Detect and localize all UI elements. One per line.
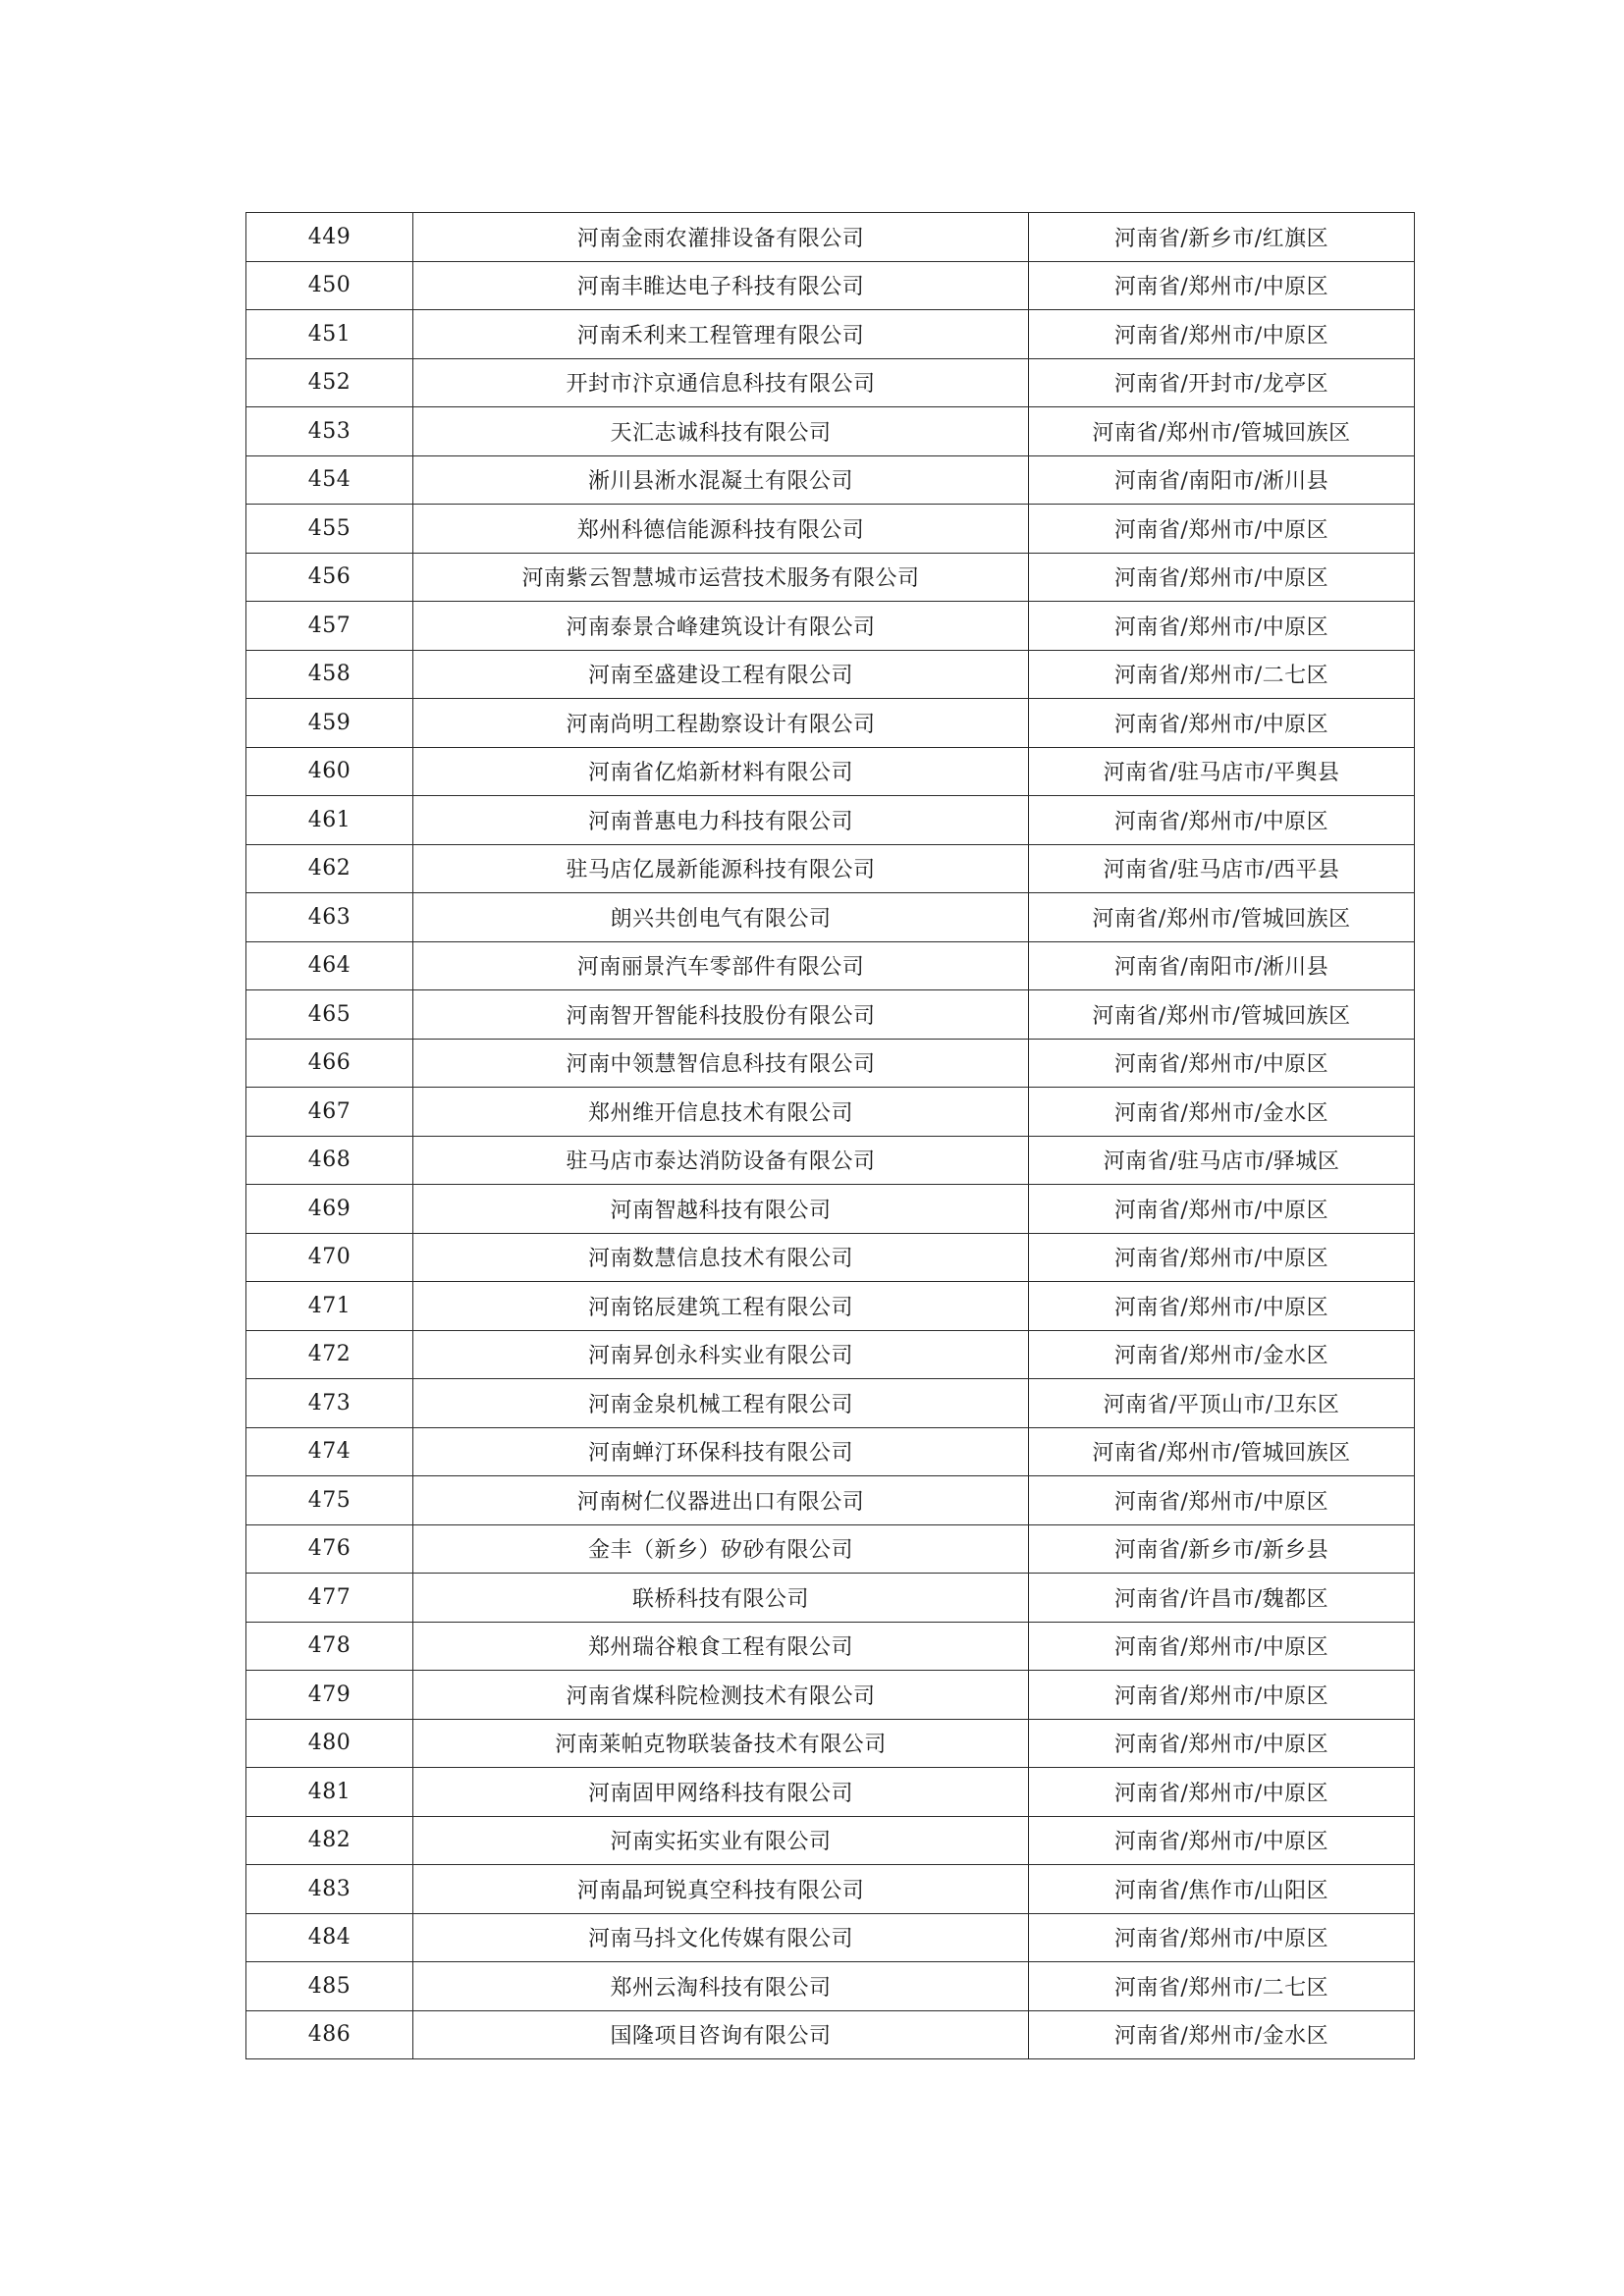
row-number: 461 xyxy=(246,796,413,845)
table-row xyxy=(246,650,1415,699)
table-row xyxy=(246,1330,1415,1379)
company-region: 河南省/郑州市/管城回族区 xyxy=(1029,893,1415,942)
table-body xyxy=(246,213,1415,2059)
table-row xyxy=(246,893,1415,942)
row-number: 478 xyxy=(246,1622,413,1671)
company-region: 河南省/郑州市/中原区 xyxy=(1029,1622,1415,1671)
table-row xyxy=(246,1768,1415,1817)
company-region: 河南省/焦作市/山阳区 xyxy=(1029,1865,1415,1914)
table-row xyxy=(246,1622,1415,1671)
row-number: 480 xyxy=(246,1719,413,1768)
row-number: 456 xyxy=(246,553,413,602)
row-number: 479 xyxy=(246,1671,413,1720)
row-number: 451 xyxy=(246,310,413,359)
table-row xyxy=(246,747,1415,796)
company-region: 河南省/郑州市/中原区 xyxy=(1029,1719,1415,1768)
company-name: 河南昇创永科实业有限公司 xyxy=(413,1330,1029,1379)
company-name: 河南马抖文化传媒有限公司 xyxy=(413,1913,1029,1962)
company-region: 河南省/郑州市/中原区 xyxy=(1029,505,1415,554)
company-name: 郑州科德信能源科技有限公司 xyxy=(413,505,1029,554)
company-name: 河南普惠电力科技有限公司 xyxy=(413,796,1029,845)
company-name: 河南晶珂锐真空科技有限公司 xyxy=(413,1865,1029,1914)
company-name: 河南省煤科院检测技术有限公司 xyxy=(413,1671,1029,1720)
company-region: 河南省/郑州市/中原区 xyxy=(1029,1816,1415,1865)
table-row xyxy=(246,602,1415,651)
table-row xyxy=(246,844,1415,893)
company-name: 朗兴共创电气有限公司 xyxy=(413,893,1029,942)
row-number: 475 xyxy=(246,1476,413,1525)
company-name: 河南智越科技有限公司 xyxy=(413,1185,1029,1234)
company-region: 河南省/郑州市/二七区 xyxy=(1029,650,1415,699)
company-region: 河南省/许昌市/魏都区 xyxy=(1029,1574,1415,1623)
row-number: 457 xyxy=(246,602,413,651)
row-number: 466 xyxy=(246,1039,413,1088)
company-name: 河南省亿焰新材料有限公司 xyxy=(413,747,1029,796)
company-region: 河南省/郑州市/中原区 xyxy=(1029,796,1415,845)
company-region: 河南省/新乡市/红旗区 xyxy=(1029,213,1415,262)
table-row xyxy=(246,505,1415,554)
row-number: 462 xyxy=(246,844,413,893)
company-region: 河南省/郑州市/中原区 xyxy=(1029,1185,1415,1234)
company-name: 河南树仁仪器进出口有限公司 xyxy=(413,1476,1029,1525)
row-number: 454 xyxy=(246,455,413,505)
row-number: 484 xyxy=(246,1913,413,1962)
row-number: 452 xyxy=(246,358,413,407)
company-name: 河南丰睢达电子科技有限公司 xyxy=(413,261,1029,310)
table-row xyxy=(246,1088,1415,1137)
table-row xyxy=(246,1719,1415,1768)
table-row xyxy=(246,1427,1415,1476)
company-region: 河南省/郑州市/中原区 xyxy=(1029,553,1415,602)
table-row xyxy=(246,1379,1415,1428)
table-row xyxy=(246,1233,1415,1282)
company-name: 金丰（新乡）矽砂有限公司 xyxy=(413,1524,1029,1574)
company-region: 河南省/郑州市/管城回族区 xyxy=(1029,990,1415,1040)
company-name: 郑州瑞谷粮食工程有限公司 xyxy=(413,1622,1029,1671)
company-name: 联桥科技有限公司 xyxy=(413,1574,1029,1623)
company-name: 郑州云淘科技有限公司 xyxy=(413,1962,1029,2011)
table-row xyxy=(246,261,1415,310)
table-row xyxy=(246,1816,1415,1865)
company-name: 河南丽景汽车零部件有限公司 xyxy=(413,941,1029,990)
table-row xyxy=(246,213,1415,262)
company-name: 河南尚明工程勘察设计有限公司 xyxy=(413,699,1029,748)
company-table xyxy=(245,212,1415,2059)
table-row xyxy=(246,1865,1415,1914)
company-name: 驻马店亿晟新能源科技有限公司 xyxy=(413,844,1029,893)
table-row xyxy=(246,1476,1415,1525)
row-number: 468 xyxy=(246,1136,413,1185)
company-region: 河南省/郑州市/金水区 xyxy=(1029,2010,1415,2059)
company-region: 河南省/郑州市/中原区 xyxy=(1029,602,1415,651)
company-name: 河南蝉汀环保科技有限公司 xyxy=(413,1427,1029,1476)
row-number: 483 xyxy=(246,1865,413,1914)
company-name: 河南数慧信息技术有限公司 xyxy=(413,1233,1029,1282)
company-region: 河南省/郑州市/金水区 xyxy=(1029,1088,1415,1137)
company-name: 开封市汴京通信息科技有限公司 xyxy=(413,358,1029,407)
row-number: 481 xyxy=(246,1768,413,1817)
company-name: 河南金雨农灌排设备有限公司 xyxy=(413,213,1029,262)
company-region: 河南省/新乡市/新乡县 xyxy=(1029,1524,1415,1574)
company-region: 河南省/驻马店市/平舆县 xyxy=(1029,747,1415,796)
company-name: 淅川县淅水混凝土有限公司 xyxy=(413,455,1029,505)
company-region: 河南省/郑州市/金水区 xyxy=(1029,1330,1415,1379)
row-number: 449 xyxy=(246,213,413,262)
company-region: 河南省/郑州市/中原区 xyxy=(1029,1671,1415,1720)
table-row xyxy=(246,990,1415,1040)
company-region: 河南省/郑州市/中原区 xyxy=(1029,310,1415,359)
company-region: 河南省/郑州市/管城回族区 xyxy=(1029,407,1415,456)
row-number: 460 xyxy=(246,747,413,796)
table-row xyxy=(246,310,1415,359)
company-name: 河南泰景合峰建筑设计有限公司 xyxy=(413,602,1029,651)
table-row xyxy=(246,1136,1415,1185)
table-row xyxy=(246,699,1415,748)
company-name: 郑州维开信息技术有限公司 xyxy=(413,1088,1029,1137)
table-row xyxy=(246,553,1415,602)
company-name: 河南金泉机械工程有限公司 xyxy=(413,1379,1029,1428)
row-number: 467 xyxy=(246,1088,413,1137)
company-name: 河南铭辰建筑工程有限公司 xyxy=(413,1282,1029,1331)
company-region: 河南省/平顶山市/卫东区 xyxy=(1029,1379,1415,1428)
row-number: 464 xyxy=(246,941,413,990)
row-number: 469 xyxy=(246,1185,413,1234)
row-number: 459 xyxy=(246,699,413,748)
company-region: 河南省/驻马店市/西平县 xyxy=(1029,844,1415,893)
row-number: 473 xyxy=(246,1379,413,1428)
row-number: 486 xyxy=(246,2010,413,2059)
table-row xyxy=(246,1962,1415,2011)
company-region: 河南省/郑州市/中原区 xyxy=(1029,699,1415,748)
company-name: 河南至盛建设工程有限公司 xyxy=(413,650,1029,699)
company-region: 河南省/郑州市/中原区 xyxy=(1029,1476,1415,1525)
table-row xyxy=(246,1039,1415,1088)
row-number: 465 xyxy=(246,990,413,1040)
company-name: 驻马店市泰达消防设备有限公司 xyxy=(413,1136,1029,1185)
row-number: 482 xyxy=(246,1816,413,1865)
company-name: 河南智开智能科技股份有限公司 xyxy=(413,990,1029,1040)
company-region: 河南省/郑州市/中原区 xyxy=(1029,1233,1415,1282)
row-number: 471 xyxy=(246,1282,413,1331)
company-name: 河南固甲网络科技有限公司 xyxy=(413,1768,1029,1817)
row-number: 458 xyxy=(246,650,413,699)
row-number: 476 xyxy=(246,1524,413,1574)
company-region: 河南省/郑州市/中原区 xyxy=(1029,1913,1415,1962)
table-row xyxy=(246,1282,1415,1331)
table-row xyxy=(246,1524,1415,1574)
row-number: 485 xyxy=(246,1962,413,2011)
table-row xyxy=(246,1185,1415,1234)
row-number: 463 xyxy=(246,893,413,942)
company-region: 河南省/驻马店市/驿城区 xyxy=(1029,1136,1415,1185)
table-row xyxy=(246,1671,1415,1720)
table-row xyxy=(246,941,1415,990)
table-row xyxy=(246,358,1415,407)
company-region: 河南省/郑州市/中原区 xyxy=(1029,1282,1415,1331)
company-name: 河南莱帕克物联装备技术有限公司 xyxy=(413,1719,1029,1768)
row-number: 450 xyxy=(246,261,413,310)
company-region: 河南省/郑州市/二七区 xyxy=(1029,1962,1415,2011)
row-number: 477 xyxy=(246,1574,413,1623)
company-region: 河南省/南阳市/淅川县 xyxy=(1029,941,1415,990)
row-number: 455 xyxy=(246,505,413,554)
row-number: 453 xyxy=(246,407,413,456)
company-name: 河南禾利来工程管理有限公司 xyxy=(413,310,1029,359)
company-region: 河南省/郑州市/中原区 xyxy=(1029,1039,1415,1088)
company-name: 河南实拓实业有限公司 xyxy=(413,1816,1029,1865)
company-name: 天汇志诚科技有限公司 xyxy=(413,407,1029,456)
table-row xyxy=(246,1913,1415,1962)
company-region: 河南省/开封市/龙亭区 xyxy=(1029,358,1415,407)
row-number: 474 xyxy=(246,1427,413,1476)
table-row xyxy=(246,455,1415,505)
table-row xyxy=(246,1574,1415,1623)
company-region: 河南省/南阳市/淅川县 xyxy=(1029,455,1415,505)
company-name: 河南紫云智慧城市运营技术服务有限公司 xyxy=(413,553,1029,602)
company-region: 河南省/郑州市/中原区 xyxy=(1029,261,1415,310)
company-region: 河南省/郑州市/管城回族区 xyxy=(1029,1427,1415,1476)
table-row xyxy=(246,2010,1415,2059)
table-row xyxy=(246,407,1415,456)
company-name: 国隆项目咨询有限公司 xyxy=(413,2010,1029,2059)
company-region: 河南省/郑州市/中原区 xyxy=(1029,1768,1415,1817)
company-name: 河南中领慧智信息科技有限公司 xyxy=(413,1039,1029,1088)
table-row xyxy=(246,796,1415,845)
row-number: 470 xyxy=(246,1233,413,1282)
row-number: 472 xyxy=(246,1330,413,1379)
